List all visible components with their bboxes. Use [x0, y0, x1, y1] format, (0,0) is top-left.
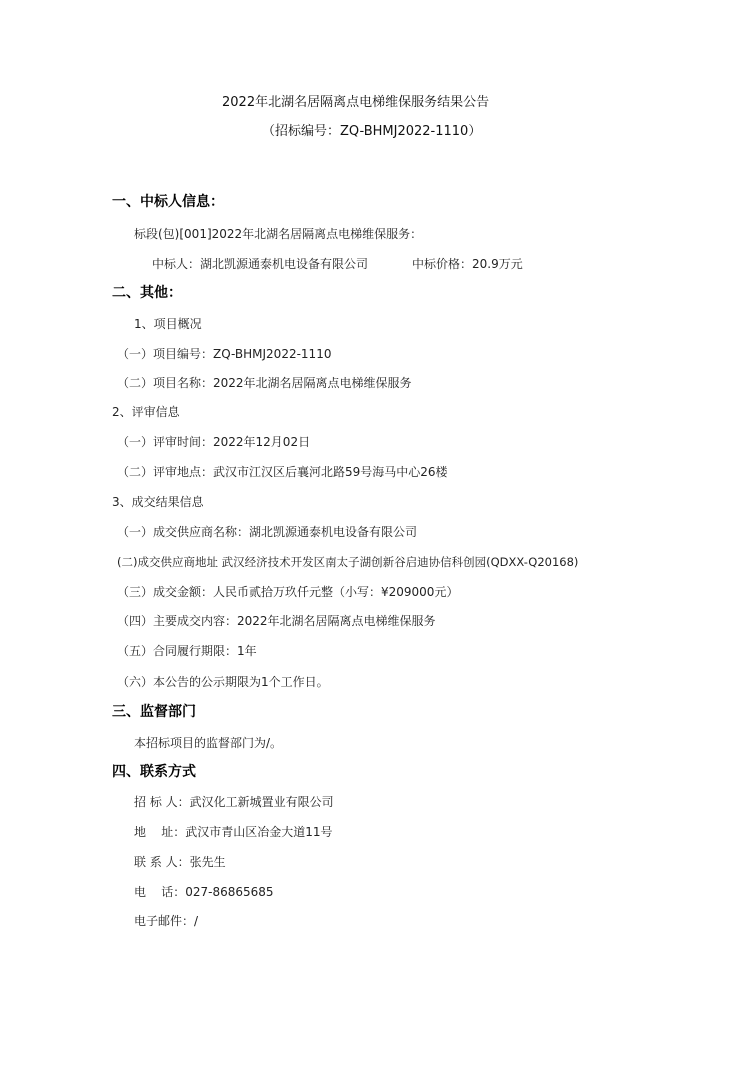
- project-overview: 1、项目概况: [134, 317, 202, 331]
- winner-line: [152, 256, 523, 272]
- publicity-period: （六）本公告的公示期限为1个工作日。: [117, 675, 329, 689]
- section-other-heading: 二、其他：: [112, 285, 182, 301]
- deal-amount: （三）成交金额：人民币贰拾万玖仟元整（小写：¥209000元）: [117, 585, 459, 599]
- deal-content: （四）主要成交内容：2022年北湖名居隔离点电梯维保服务: [117, 614, 436, 628]
- result-info: 3、成交结果信息: [112, 495, 204, 509]
- project-number: （一）项目编号：ZQ-BHMJ2022-1110: [117, 347, 332, 361]
- lot-line: 标段(包)[001]2022年北湖名居隔离点电梯维保服务：: [134, 227, 423, 241]
- review-place: （二）评审地点：武汉市江汉区后襄河北路59号海马中心26楼: [117, 465, 448, 479]
- contract-term: （五）合同履行期限：1年: [117, 644, 257, 658]
- winner-name: 中标人：湖北凯源通泰机电设备有限公司: [152, 257, 369, 271]
- notice-title: 2022年北湖名居隔离点电梯维保服务结果公告: [222, 95, 490, 110]
- contact-person: 联 系 人：张先生: [134, 855, 226, 869]
- review-info: 2、评审信息: [112, 405, 180, 419]
- contact-address: 地 址：武汉市青山区冶金大道11号: [134, 825, 333, 839]
- section-supervision-heading: 三、监督部门: [112, 704, 196, 720]
- section-winner-heading: 一、中标人信息：: [112, 194, 224, 210]
- project-name: （二）项目名称：2022年北湖名居隔离点电梯维保服务: [117, 376, 412, 390]
- contact-phone: 电 话：027-86865685: [134, 885, 274, 899]
- contact-email: 电子邮件：/: [134, 914, 199, 928]
- section-contact-heading: 四、联系方式: [112, 764, 196, 780]
- supplier-name: （一）成交供应商名称：湖北凯源通泰机电设备有限公司: [117, 525, 418, 539]
- contact-bidder: 招 标 人：武汉化工新城置业有限公司: [134, 795, 334, 809]
- review-time: （一）评审时间：2022年12月02日: [117, 435, 311, 449]
- supervision-text: 本招标项目的监督部门为/。: [134, 736, 283, 750]
- bid-number: （招标编号：ZQ-BHMJ2022-1110）: [262, 124, 482, 139]
- winner-price: 中标价格：20.9万元: [412, 257, 523, 271]
- supplier-address: (二)成交供应商地址 武汉经济技术开发区南太子湖创新谷启迪协信科创园(QDXX-Q20168): [117, 555, 579, 569]
